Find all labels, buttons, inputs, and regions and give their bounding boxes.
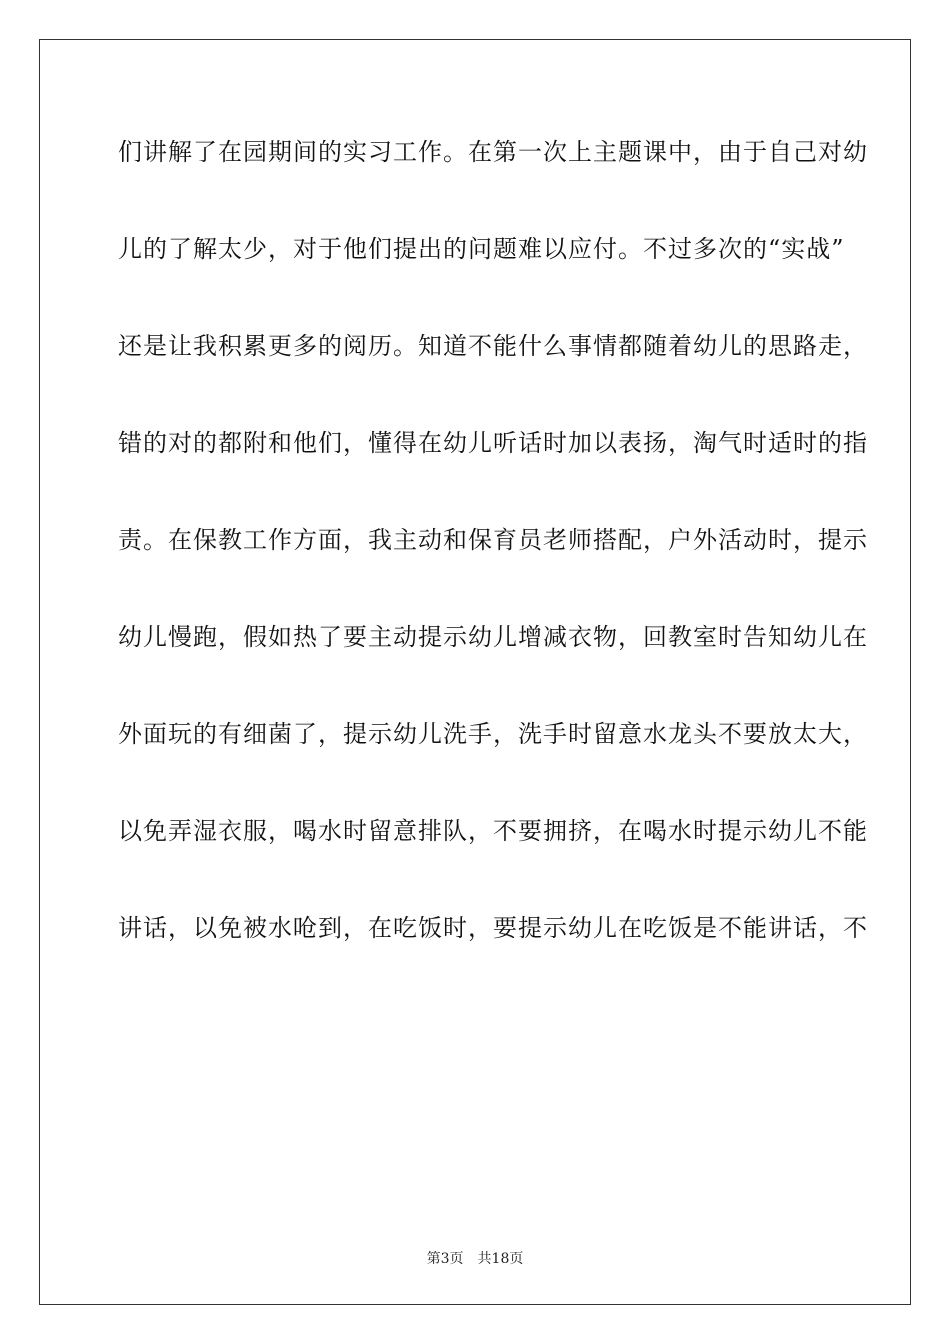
text-line: 以免弄湿衣服，喝水时留意排队，不要拥挤，在喝水时提示幼儿不能 bbox=[118, 817, 868, 845]
document-body bbox=[118, 128, 868, 1001]
text-line: 讲话，以免被水呛到，在吃饭时，要提示幼儿在吃饭是不能讲话，不 bbox=[118, 914, 868, 942]
text-line: 责。在保教工作方面，我主动和保育员老师搭配，户外活动时，提示 bbox=[118, 526, 868, 554]
text-line: 错的对的都附和他们，懂得在幼儿听话时加以表扬，淘气时适时的指 bbox=[118, 429, 868, 457]
text-line: 还是让我积累更多的阅历。知道不能什么事情都随着幼儿的思路走， bbox=[118, 332, 868, 360]
page-footer bbox=[0, 1248, 950, 1268]
text-line: 儿的了解太少，对于他们提出的问题难以应付。不过多次的“实战” bbox=[118, 235, 845, 263]
page-number-total: 共18页 bbox=[477, 1251, 524, 1267]
text-line: 外面玩的有细菌了，提示幼儿洗手，洗手时留意水龙头不要放太大， bbox=[118, 720, 868, 748]
page-number-current: 第3页 bbox=[426, 1251, 464, 1267]
text-line: 们讲解了在园期间的实习工作。在第一次上主题课中，由于自己对幼 bbox=[118, 138, 868, 166]
text-line: 幼儿慢跑，假如热了要主动提示幼儿增减衣物，回教室时告知幼儿在 bbox=[118, 623, 868, 651]
